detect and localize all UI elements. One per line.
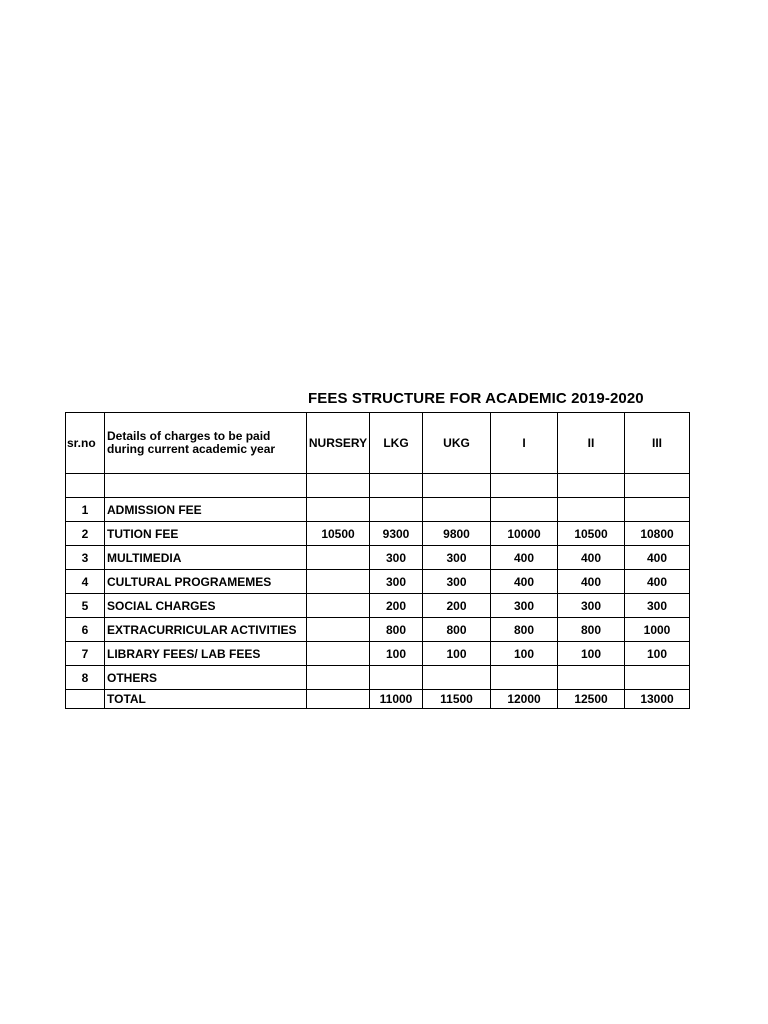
fee-cell: 400 — [625, 570, 690, 594]
fee-cell — [423, 666, 491, 690]
fee-cell: 10500 — [558, 522, 625, 546]
blank-cell — [625, 474, 690, 498]
table-row — [66, 498, 690, 522]
fee-cell: 10500 — [307, 522, 370, 546]
fee-cell — [558, 498, 625, 522]
fee-cell — [307, 666, 370, 690]
charge-label: TUTION FEE — [105, 522, 307, 546]
blank-cell — [105, 474, 307, 498]
charge-label: TOTAL — [105, 690, 307, 709]
fees-table — [65, 412, 690, 709]
fee-cell: 800 — [423, 618, 491, 642]
table-row — [66, 618, 690, 642]
fee-cell: 100 — [423, 642, 491, 666]
fee-cell: 400 — [558, 546, 625, 570]
fee-cell — [307, 618, 370, 642]
fee-cell: 300 — [423, 546, 491, 570]
table-row — [66, 570, 690, 594]
header-class-i: I — [491, 413, 558, 474]
fee-cell: 10000 — [491, 522, 558, 546]
blank-cell — [423, 474, 491, 498]
fee-cell: 13000 — [625, 690, 690, 709]
fee-cell: 300 — [558, 594, 625, 618]
header-srno: sr.no — [66, 413, 105, 474]
fee-cell: 300 — [491, 594, 558, 618]
fee-cell: 1000 — [625, 618, 690, 642]
fee-cell: 400 — [558, 570, 625, 594]
row-number: 7 — [66, 642, 105, 666]
fee-cell: 300 — [370, 546, 423, 570]
header-class-ii: II — [558, 413, 625, 474]
fee-cell — [558, 666, 625, 690]
fee-cell: 100 — [491, 642, 558, 666]
fee-cell — [307, 594, 370, 618]
charge-label: MULTIMEDIA — [105, 546, 307, 570]
header-class-ukg: UKG — [423, 413, 491, 474]
blank-cell — [66, 474, 105, 498]
fee-cell: 11000 — [370, 690, 423, 709]
fee-cell — [307, 690, 370, 709]
fee-cell: 9800 — [423, 522, 491, 546]
header-details: Details of charges to be paid during current academic year — [105, 413, 307, 474]
blank-cell — [370, 474, 423, 498]
total-row — [66, 690, 690, 709]
fee-cell — [491, 498, 558, 522]
fee-cell — [307, 498, 370, 522]
blank-cell — [558, 474, 625, 498]
fee-cell: 300 — [625, 594, 690, 618]
blank-cell — [491, 474, 558, 498]
blank-row — [66, 474, 690, 498]
fee-cell: 12500 — [558, 690, 625, 709]
page-title: FEES STRUCTURE FOR ACADEMIC 2019-2020 — [308, 390, 644, 407]
fee-cell: 200 — [423, 594, 491, 618]
fee-cell: 400 — [491, 570, 558, 594]
fee-cell: 100 — [370, 642, 423, 666]
charge-label: OTHERS — [105, 666, 307, 690]
fee-cell: 400 — [625, 546, 690, 570]
table-row — [66, 546, 690, 570]
table-row — [66, 642, 690, 666]
header-class-lkg: LKG — [370, 413, 423, 474]
charge-label: EXTRACURRICULAR ACTIVITIES — [105, 618, 307, 642]
table-header-row — [66, 413, 690, 474]
charge-label: CULTURAL PROGRAMEMES — [105, 570, 307, 594]
fee-cell: 400 — [491, 546, 558, 570]
row-number: 6 — [66, 618, 105, 642]
fee-cell: 800 — [558, 618, 625, 642]
table-row — [66, 522, 690, 546]
fee-cell — [491, 666, 558, 690]
fee-cell: 300 — [370, 570, 423, 594]
fee-cell: 100 — [558, 642, 625, 666]
row-number: 4 — [66, 570, 105, 594]
row-number: 5 — [66, 594, 105, 618]
fee-cell: 200 — [370, 594, 423, 618]
charge-label: SOCIAL CHARGES — [105, 594, 307, 618]
row-number: 3 — [66, 546, 105, 570]
blank-cell — [307, 474, 370, 498]
fee-cell — [370, 666, 423, 690]
row-number: 1 — [66, 498, 105, 522]
fee-cell: 12000 — [491, 690, 558, 709]
fee-cell: 800 — [370, 618, 423, 642]
fee-cell: 11500 — [423, 690, 491, 709]
fee-cell — [423, 498, 491, 522]
fee-cell — [625, 498, 690, 522]
charge-label: LIBRARY FEES/ LAB FEES — [105, 642, 307, 666]
fee-cell — [370, 498, 423, 522]
fee-cell — [307, 642, 370, 666]
row-number: 2 — [66, 522, 105, 546]
fee-cell: 100 — [625, 642, 690, 666]
row-number — [66, 690, 105, 709]
fee-cell: 10800 — [625, 522, 690, 546]
charge-label: ADMISSION FEE — [105, 498, 307, 522]
fee-cell: 9300 — [370, 522, 423, 546]
fee-cell: 800 — [491, 618, 558, 642]
fee-cell — [307, 546, 370, 570]
table-row — [66, 666, 690, 690]
header-class-nursery: NURSERY — [307, 413, 370, 474]
row-number: 8 — [66, 666, 105, 690]
fee-cell — [307, 570, 370, 594]
table-row — [66, 594, 690, 618]
fee-cell: 300 — [423, 570, 491, 594]
fee-cell — [625, 666, 690, 690]
header-class-iii: III — [625, 413, 690, 474]
